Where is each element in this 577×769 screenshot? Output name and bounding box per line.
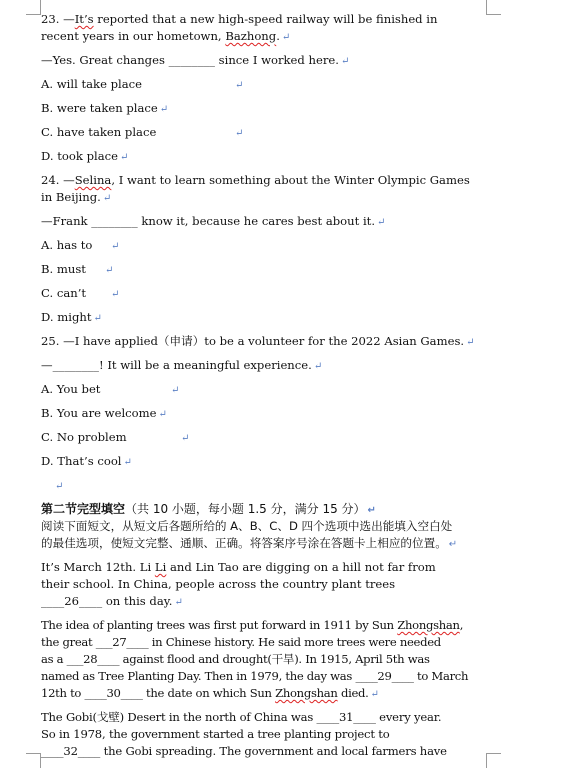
q25-stem: 25. —I have applied（申请）to be a volunteer for the 2022 Asian Games. ↵ — [41, 334, 475, 348]
q23-option-c: C. have taken place ↵ — [41, 125, 244, 139]
crop-mark-bottom-left — [26, 753, 41, 768]
q25-option-a: A. You bet ↵ — [41, 382, 180, 396]
passage-paragraph-2: The idea of planting trees was first put forward in 1911 by Sun Zhongshan, the great ___27____ in Chinese history. He said more trees were needed as a ___28____ against flood and drought(干旱). In 1915, April 5th was named as Tree Planting Day. Then in 1979, the day was ____29____ to March 12th to ____30____ the date on which Sun Zhongshan died. ↵ — [41, 618, 469, 700]
paragraph-mark-icon: ↵ — [174, 597, 183, 608]
q24-stem-line2: in Beijing. ↵ — [41, 190, 112, 204]
q24-option-a: A. has to ↵ — [41, 238, 120, 252]
paragraph-mark-icon: ↵ — [111, 241, 120, 252]
passage-paragraph-3: The Gobi(戈壁) Desert in the north of China was ____31____ every year. So in 1978, the government started a tree planting project to ____32____ the Gobi spreading. The government and local farmers have — [41, 710, 447, 758]
paragraph-mark-icon: ↵ — [158, 409, 167, 420]
paragraph-mark-icon: ↵ — [340, 56, 350, 67]
q24-stem-line1: 24. —Selina, I want to learn something about the Winter Olympic Games — [41, 173, 470, 187]
q25-option-b: B. You are welcome ↵ — [41, 406, 167, 420]
paragraph-mark-icon: ↵ — [55, 481, 64, 492]
q23-option-a: A. will take place ↵ — [41, 77, 244, 91]
q24-reply: —Frank ________ know it, because he cares best about it. ↵ — [41, 214, 386, 228]
paragraph-mark-icon: ↵ — [235, 80, 244, 91]
paragraph-mark-icon: ↵ — [281, 32, 291, 43]
paragraph-mark-icon: ↵ — [123, 457, 132, 468]
empty-paragraph — [41, 477, 491, 494]
paragraph-mark-icon: ↵ — [102, 193, 112, 204]
paragraph-mark-icon: ↵ — [313, 361, 323, 372]
paragraph-mark-icon: ↵ — [377, 217, 386, 228]
paragraph-mark-icon: ↵ — [235, 128, 244, 139]
document-body — [41, 11, 491, 760]
paragraph-mark-icon: ↵ — [181, 433, 190, 444]
paragraph-mark-icon: ↵ — [466, 337, 475, 348]
q24-option-c: C. can’t ↵ — [41, 286, 120, 300]
paragraph-mark-icon: ↵ — [448, 539, 458, 550]
q23-stem-line1: 23. —It’s reported that a new high-speed railway will be finished in — [41, 12, 438, 26]
q25-reply: —________! It will be a meaningful experience. ↵ — [41, 358, 323, 372]
q24-option-b: B. must ↵ — [41, 262, 114, 276]
section-instructions: 阅读下面短文，从短文后各题所给的 A、B、C、D 四个选项中选出能填入空白处 的最佳选项，使短文完整、通顺、正确。将答案序号涂在答题卡上相应的位置。 ↵ — [41, 519, 458, 550]
paragraph-mark-icon: ↵ — [367, 505, 376, 516]
paragraph-mark-icon: ↵ — [111, 289, 120, 300]
q24-option-d: D. might ↵ — [41, 310, 102, 324]
paragraph-mark-icon: ↵ — [93, 313, 102, 324]
q23-reply: —Yes. Great changes ________ since I worked here. ↵ — [41, 53, 350, 67]
section-heading: 第二节完型填空（共 10 小题，每小题 1.5 分，满分 15 分） ↵ — [41, 502, 376, 516]
paragraph-mark-icon: ↵ — [119, 152, 129, 163]
paragraph-mark-icon: ↵ — [105, 265, 114, 276]
q25-option-d: D. That’s cool ↵ — [41, 454, 132, 468]
paragraph-mark-icon: ↵ — [171, 385, 180, 396]
question-25 — [41, 333, 491, 494]
q23-option-d: D. took place ↵ — [41, 149, 129, 163]
q23-option-b: B. were taken place ↵ — [41, 101, 169, 115]
crop-mark-top-left — [26, 0, 41, 15]
paragraph-mark-icon: ↵ — [370, 689, 379, 700]
q23-stem-line2: recent years in our hometown, Bazhong. ↵ — [41, 29, 291, 43]
passage-paragraph-1: It’s March 12th. Li Li and Lin Tao are digging on a hill not far from their school. In China, people across the country plant trees ____26____ on this day. ↵ — [41, 560, 436, 608]
question-23 — [41, 11, 491, 165]
paragraph-mark-icon: ↵ — [159, 104, 169, 115]
q25-option-c: C. No problem ↵ — [41, 430, 190, 444]
question-24 — [41, 172, 491, 326]
